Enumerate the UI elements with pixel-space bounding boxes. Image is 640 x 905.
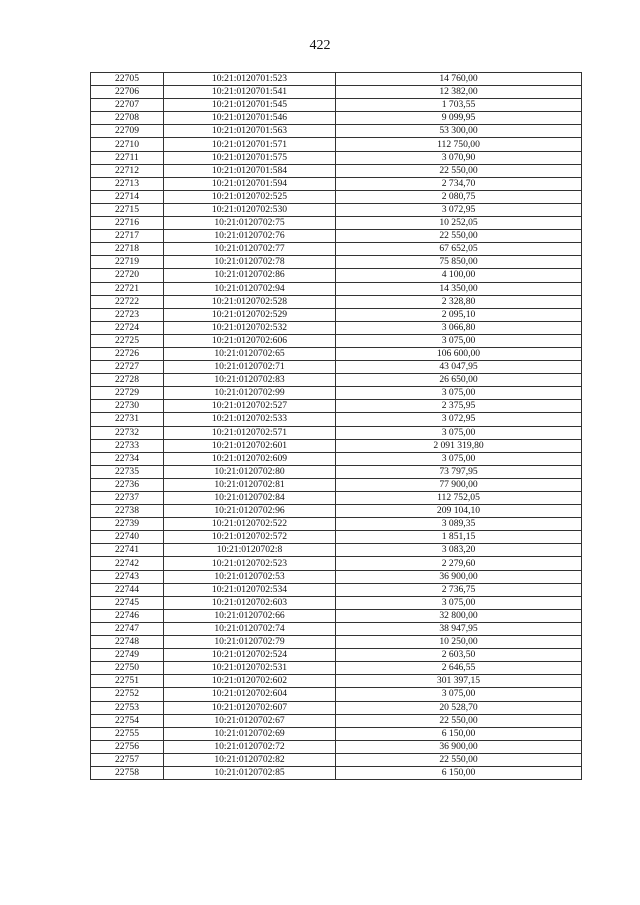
cadastral-number-cell: 10:21:0120702:85 bbox=[164, 766, 336, 779]
row-number-cell: 22718 bbox=[91, 243, 164, 256]
row-number-cell: 22707 bbox=[91, 99, 164, 112]
table-row bbox=[91, 583, 582, 596]
value-cell: 14 760,00 bbox=[336, 73, 582, 86]
row-number-cell: 22739 bbox=[91, 518, 164, 531]
table-row bbox=[91, 295, 582, 308]
row-number-cell: 22738 bbox=[91, 505, 164, 518]
value-cell: 3 089,35 bbox=[336, 518, 582, 531]
value-cell: 1 703,55 bbox=[336, 99, 582, 112]
value-cell: 112 750,00 bbox=[336, 138, 582, 151]
value-cell: 26 650,00 bbox=[336, 374, 582, 387]
value-cell: 2 603,50 bbox=[336, 649, 582, 662]
table-row bbox=[91, 413, 582, 426]
cadastral-number-cell: 10:21:0120701:594 bbox=[164, 177, 336, 190]
value-cell: 6 150,00 bbox=[336, 766, 582, 779]
table-row bbox=[91, 557, 582, 570]
cadastral-number-cell: 10:21:0120702:523 bbox=[164, 557, 336, 570]
value-cell: 209 104,10 bbox=[336, 505, 582, 518]
value-cell: 2 279,60 bbox=[336, 557, 582, 570]
row-number-cell: 22732 bbox=[91, 426, 164, 439]
table-row bbox=[91, 753, 582, 766]
value-cell: 2 091 319,80 bbox=[336, 439, 582, 452]
row-number-cell: 22712 bbox=[91, 164, 164, 177]
row-number-cell: 22733 bbox=[91, 439, 164, 452]
row-number-cell: 22709 bbox=[91, 125, 164, 138]
value-cell: 3 072,95 bbox=[336, 203, 582, 216]
table-row bbox=[91, 662, 582, 675]
table-row bbox=[91, 203, 582, 216]
cadastral-number-cell: 10:21:0120702:99 bbox=[164, 387, 336, 400]
table-row bbox=[91, 230, 582, 243]
value-cell: 9 099,95 bbox=[336, 112, 582, 125]
table-row bbox=[91, 321, 582, 334]
table-body bbox=[91, 73, 582, 780]
table-row bbox=[91, 465, 582, 478]
cadastral-number-cell: 10:21:0120702:66 bbox=[164, 609, 336, 622]
table-row bbox=[91, 570, 582, 583]
table-row bbox=[91, 714, 582, 727]
row-number-cell: 22750 bbox=[91, 662, 164, 675]
table-row bbox=[91, 387, 582, 400]
row-number-cell: 22711 bbox=[91, 151, 164, 164]
row-number-cell: 22757 bbox=[91, 753, 164, 766]
row-number-cell: 22728 bbox=[91, 374, 164, 387]
value-cell: 2 095,10 bbox=[336, 308, 582, 321]
table-row bbox=[91, 86, 582, 99]
table-row bbox=[91, 177, 582, 190]
cadastral-number-cell: 10:21:0120702:65 bbox=[164, 347, 336, 360]
cadastral-number-cell: 10:21:0120702:82 bbox=[164, 753, 336, 766]
cadastral-number-cell: 10:21:0120701:546 bbox=[164, 112, 336, 125]
table-row bbox=[91, 636, 582, 649]
table-row bbox=[91, 544, 582, 557]
value-cell: 53 300,00 bbox=[336, 125, 582, 138]
table-row bbox=[91, 766, 582, 779]
table-row bbox=[91, 138, 582, 151]
value-cell: 2 734,70 bbox=[336, 177, 582, 190]
table-row bbox=[91, 112, 582, 125]
value-cell: 20 528,70 bbox=[336, 701, 582, 714]
cadastral-number-cell: 10:21:0120702:79 bbox=[164, 636, 336, 649]
cadastral-number-cell: 10:21:0120702:525 bbox=[164, 190, 336, 203]
cadastral-number-cell: 10:21:0120701:541 bbox=[164, 86, 336, 99]
cadastral-number-cell: 10:21:0120702:533 bbox=[164, 413, 336, 426]
row-number-cell: 22751 bbox=[91, 675, 164, 688]
table-row bbox=[91, 505, 582, 518]
value-cell: 3 075,00 bbox=[336, 452, 582, 465]
table-row bbox=[91, 675, 582, 688]
row-number-cell: 22748 bbox=[91, 636, 164, 649]
row-number-cell: 22724 bbox=[91, 321, 164, 334]
row-number-cell: 22716 bbox=[91, 217, 164, 230]
row-number-cell: 22731 bbox=[91, 413, 164, 426]
row-number-cell: 22714 bbox=[91, 190, 164, 203]
row-number-cell: 22729 bbox=[91, 387, 164, 400]
cadastral-number-cell: 10:21:0120702:532 bbox=[164, 321, 336, 334]
table-row bbox=[91, 361, 582, 374]
value-cell: 38 947,95 bbox=[336, 622, 582, 635]
cadastral-number-cell: 10:21:0120702:607 bbox=[164, 701, 336, 714]
row-number-cell: 22705 bbox=[91, 73, 164, 86]
cadastral-number-cell: 10:21:0120702:604 bbox=[164, 688, 336, 701]
table-row bbox=[91, 596, 582, 609]
row-number-cell: 22742 bbox=[91, 557, 164, 570]
row-number-cell: 22730 bbox=[91, 400, 164, 413]
cadastral-number-cell: 10:21:0120702:524 bbox=[164, 649, 336, 662]
value-cell: 22 550,00 bbox=[336, 714, 582, 727]
row-number-cell: 22726 bbox=[91, 347, 164, 360]
row-number-cell: 22743 bbox=[91, 570, 164, 583]
cadastral-number-cell: 10:21:0120702:96 bbox=[164, 505, 336, 518]
row-number-cell: 22727 bbox=[91, 361, 164, 374]
table-row bbox=[91, 439, 582, 452]
value-cell: 73 797,95 bbox=[336, 465, 582, 478]
table-row bbox=[91, 125, 582, 138]
value-cell: 3 075,00 bbox=[336, 596, 582, 609]
row-number-cell: 22734 bbox=[91, 452, 164, 465]
value-cell: 22 550,00 bbox=[336, 164, 582, 177]
row-number-cell: 22725 bbox=[91, 334, 164, 347]
cadastral-number-cell: 10:21:0120702:534 bbox=[164, 583, 336, 596]
cadastral-number-cell: 10:21:0120702:8 bbox=[164, 544, 336, 557]
table-row bbox=[91, 243, 582, 256]
cadastral-number-cell: 10:21:0120701:523 bbox=[164, 73, 336, 86]
table-row bbox=[91, 609, 582, 622]
cadastral-number-cell: 10:21:0120702:530 bbox=[164, 203, 336, 216]
cadastral-number-cell: 10:21:0120702:603 bbox=[164, 596, 336, 609]
table-row bbox=[91, 308, 582, 321]
table-row bbox=[91, 269, 582, 282]
value-cell: 3 066,80 bbox=[336, 321, 582, 334]
cadastral-number-cell: 10:21:0120702:527 bbox=[164, 400, 336, 413]
cadastral-number-cell: 10:21:0120702:75 bbox=[164, 217, 336, 230]
row-number-cell: 22747 bbox=[91, 622, 164, 635]
cadastral-number-cell: 10:21:0120702:81 bbox=[164, 478, 336, 491]
value-cell: 301 397,15 bbox=[336, 675, 582, 688]
row-number-cell: 22715 bbox=[91, 203, 164, 216]
row-number-cell: 22740 bbox=[91, 531, 164, 544]
table-row bbox=[91, 688, 582, 701]
row-number-cell: 22713 bbox=[91, 177, 164, 190]
value-cell: 106 600,00 bbox=[336, 347, 582, 360]
value-cell: 3 075,00 bbox=[336, 387, 582, 400]
cadastral-number-cell: 10:21:0120702:601 bbox=[164, 439, 336, 452]
table-row bbox=[91, 740, 582, 753]
cadastral-value-table bbox=[90, 72, 582, 780]
value-cell: 12 382,00 bbox=[336, 86, 582, 99]
row-number-cell: 22753 bbox=[91, 701, 164, 714]
row-number-cell: 22708 bbox=[91, 112, 164, 125]
value-cell: 22 550,00 bbox=[336, 230, 582, 243]
table-row bbox=[91, 99, 582, 112]
value-cell: 3 075,00 bbox=[336, 426, 582, 439]
table-row bbox=[91, 727, 582, 740]
value-cell: 10 252,05 bbox=[336, 217, 582, 230]
cadastral-number-cell: 10:21:0120702:572 bbox=[164, 531, 336, 544]
row-number-cell: 22741 bbox=[91, 544, 164, 557]
cadastral-number-cell: 10:21:0120702:53 bbox=[164, 570, 336, 583]
cadastral-number-cell: 10:21:0120702:94 bbox=[164, 282, 336, 295]
table-row bbox=[91, 701, 582, 714]
cadastral-number-cell: 10:21:0120702:69 bbox=[164, 727, 336, 740]
cadastral-number-cell: 10:21:0120702:606 bbox=[164, 334, 336, 347]
value-cell: 67 652,05 bbox=[336, 243, 582, 256]
cadastral-number-cell: 10:21:0120701:575 bbox=[164, 151, 336, 164]
row-number-cell: 22754 bbox=[91, 714, 164, 727]
table-row bbox=[91, 400, 582, 413]
row-number-cell: 22755 bbox=[91, 727, 164, 740]
row-number-cell: 22722 bbox=[91, 295, 164, 308]
value-cell: 3 075,00 bbox=[336, 688, 582, 701]
row-number-cell: 22737 bbox=[91, 492, 164, 505]
table-row bbox=[91, 452, 582, 465]
value-cell: 10 250,00 bbox=[336, 636, 582, 649]
cadastral-number-cell: 10:21:0120702:84 bbox=[164, 492, 336, 505]
row-number-cell: 22706 bbox=[91, 86, 164, 99]
value-cell: 1 851,15 bbox=[336, 531, 582, 544]
value-cell: 32 800,00 bbox=[336, 609, 582, 622]
cadastral-number-cell: 10:21:0120702:72 bbox=[164, 740, 336, 753]
row-number-cell: 22756 bbox=[91, 740, 164, 753]
cadastral-number-cell: 10:21:0120702:83 bbox=[164, 374, 336, 387]
cadastral-number-cell: 10:21:0120702:76 bbox=[164, 230, 336, 243]
value-cell: 3 083,20 bbox=[336, 544, 582, 557]
cadastral-value-table-wrapper bbox=[90, 72, 581, 780]
cadastral-number-cell: 10:21:0120702:571 bbox=[164, 426, 336, 439]
cadastral-number-cell: 10:21:0120702:522 bbox=[164, 518, 336, 531]
row-number-cell: 22735 bbox=[91, 465, 164, 478]
value-cell: 77 900,00 bbox=[336, 478, 582, 491]
table-row bbox=[91, 622, 582, 635]
value-cell: 112 752,05 bbox=[336, 492, 582, 505]
table-row bbox=[91, 282, 582, 295]
table-row bbox=[91, 374, 582, 387]
row-number-cell: 22721 bbox=[91, 282, 164, 295]
cadastral-number-cell: 10:21:0120702:78 bbox=[164, 256, 336, 269]
table-row bbox=[91, 531, 582, 544]
cadastral-number-cell: 10:21:0120702:86 bbox=[164, 269, 336, 282]
value-cell: 2 080,75 bbox=[336, 190, 582, 203]
table-row bbox=[91, 649, 582, 662]
cadastral-number-cell: 10:21:0120702:71 bbox=[164, 361, 336, 374]
value-cell: 3 070,90 bbox=[336, 151, 582, 164]
row-number-cell: 22720 bbox=[91, 269, 164, 282]
row-number-cell: 22717 bbox=[91, 230, 164, 243]
table-row bbox=[91, 190, 582, 203]
row-number-cell: 22746 bbox=[91, 609, 164, 622]
table-row bbox=[91, 492, 582, 505]
table-row bbox=[91, 217, 582, 230]
cadastral-number-cell: 10:21:0120702:529 bbox=[164, 308, 336, 321]
value-cell: 2 646,55 bbox=[336, 662, 582, 675]
row-number-cell: 22758 bbox=[91, 766, 164, 779]
value-cell: 2 736,75 bbox=[336, 583, 582, 596]
table-row bbox=[91, 347, 582, 360]
row-number-cell: 22736 bbox=[91, 478, 164, 491]
value-cell: 4 100,00 bbox=[336, 269, 582, 282]
cadastral-number-cell: 10:21:0120702:609 bbox=[164, 452, 336, 465]
row-number-cell: 22752 bbox=[91, 688, 164, 701]
cadastral-number-cell: 10:21:0120701:584 bbox=[164, 164, 336, 177]
value-cell: 3 072,95 bbox=[336, 413, 582, 426]
value-cell: 2 328,80 bbox=[336, 295, 582, 308]
value-cell: 14 350,00 bbox=[336, 282, 582, 295]
cadastral-number-cell: 10:21:0120702:602 bbox=[164, 675, 336, 688]
value-cell: 3 075,00 bbox=[336, 334, 582, 347]
cadastral-number-cell: 10:21:0120701:563 bbox=[164, 125, 336, 138]
table-row bbox=[91, 518, 582, 531]
value-cell: 43 047,95 bbox=[336, 361, 582, 374]
cadastral-number-cell: 10:21:0120702:80 bbox=[164, 465, 336, 478]
cadastral-number-cell: 10:21:0120701:571 bbox=[164, 138, 336, 151]
value-cell: 36 900,00 bbox=[336, 740, 582, 753]
cadastral-number-cell: 10:21:0120702:77 bbox=[164, 243, 336, 256]
table-row bbox=[91, 164, 582, 177]
value-cell: 75 850,00 bbox=[336, 256, 582, 269]
table-row bbox=[91, 334, 582, 347]
row-number-cell: 22710 bbox=[91, 138, 164, 151]
value-cell: 36 900,00 bbox=[336, 570, 582, 583]
cadastral-number-cell: 10:21:0120702:74 bbox=[164, 622, 336, 635]
table-row bbox=[91, 478, 582, 491]
cadastral-number-cell: 10:21:0120701:545 bbox=[164, 99, 336, 112]
value-cell: 6 150,00 bbox=[336, 727, 582, 740]
value-cell: 22 550,00 bbox=[336, 753, 582, 766]
cadastral-number-cell: 10:21:0120702:67 bbox=[164, 714, 336, 727]
cadastral-number-cell: 10:21:0120702:528 bbox=[164, 295, 336, 308]
table-row bbox=[91, 426, 582, 439]
page-number: 422 bbox=[309, 38, 331, 53]
cadastral-number-cell: 10:21:0120702:531 bbox=[164, 662, 336, 675]
row-number-cell: 22744 bbox=[91, 583, 164, 596]
row-number-cell: 22719 bbox=[91, 256, 164, 269]
value-cell: 2 375,95 bbox=[336, 400, 582, 413]
row-number-cell: 22745 bbox=[91, 596, 164, 609]
row-number-cell: 22723 bbox=[91, 308, 164, 321]
table-row bbox=[91, 256, 582, 269]
table-row bbox=[91, 151, 582, 164]
table-row bbox=[91, 73, 582, 86]
row-number-cell: 22749 bbox=[91, 649, 164, 662]
